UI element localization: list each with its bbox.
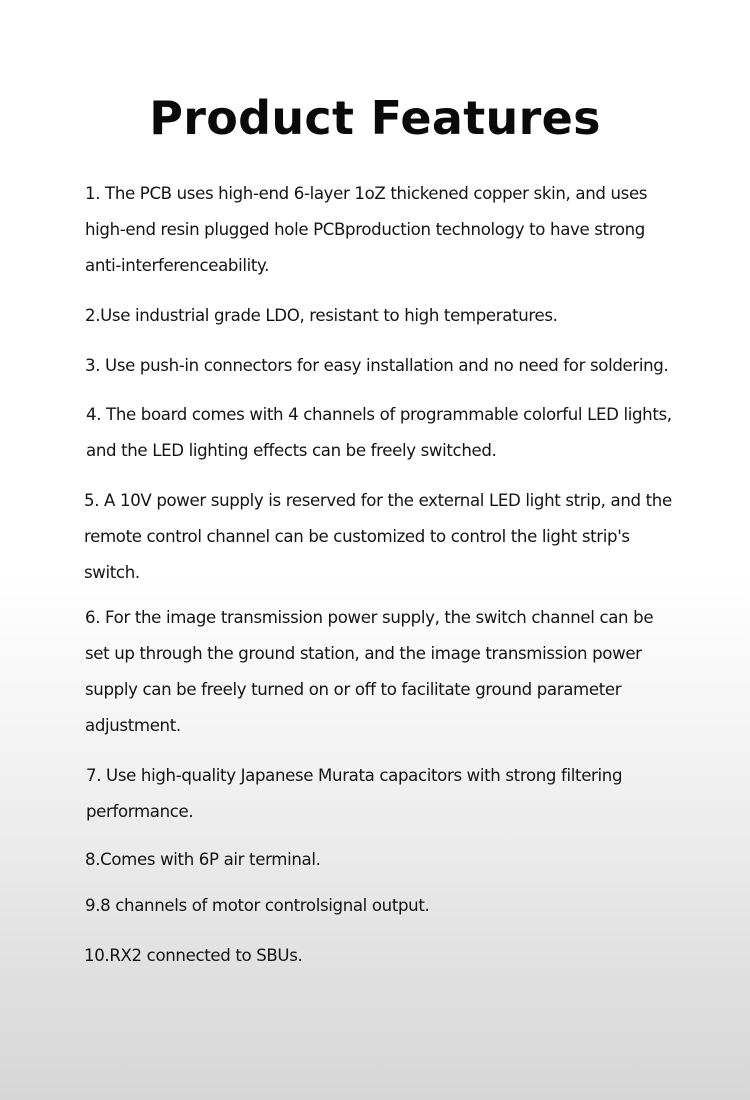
feature-item-4: 4. The board comes with 4 channels of programmable colorful LED lights, and the LED lighting effects can be freely switched.	[86, 405, 672, 460]
feature-item-9: 9.8 channels of motor controlsignal output.	[85, 896, 430, 915]
feature-item-8: 8.Comes with 6P air terminal.	[85, 850, 321, 869]
feature-item-7: 7. Use high-quality Japanese Murata capacitors with strong filtering performance.	[86, 766, 623, 821]
feature-item-3: 3. Use push-in connectors for easy installation and no need for soldering.	[85, 356, 669, 375]
feature-item-6: 6. For the image transmission power supply, the switch channel can be set up through the ground station, and the image transmission power supply can be freely turned on or off to facilitate ground parameter adjustment.	[85, 608, 654, 735]
page-title: Product Features	[149, 91, 601, 145]
feature-item-1: 1. The PCB uses high-end 6-layer 1oZ thickened copper skin, and uses high-end resin plugged hole PCBproduction technology to have strong anti-interferenceability.	[85, 184, 648, 275]
feature-item-2: 2.Use industrial grade LDO, resistant to high temperatures.	[85, 306, 558, 325]
feature-item-10: 10.RX2 connected to SBUs.	[84, 946, 303, 965]
feature-item-5: 5. A 10V power supply is reserved for the external LED light strip, and the remote control channel can be customized to control the light strip's switch.	[84, 491, 672, 582]
